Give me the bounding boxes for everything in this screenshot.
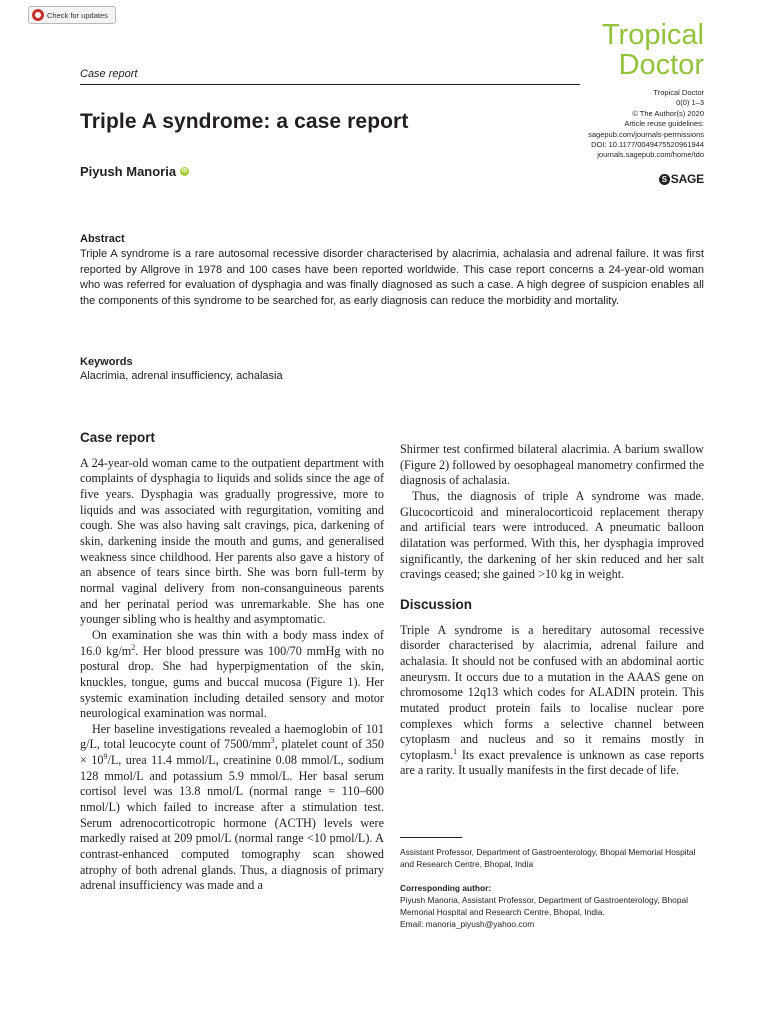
abstract-text: Triple A syndrome is a rare autosomal recessive disorder characterised by alacrimia, achalasia and adrenal failure. It was first reported by Allgrove in 1978 and 100 cases have been reported worldwide. This case report concerns a 24-year-old woman who was referred for evaluation of dysphagia and was finally diagnosed as such a case. A high degree of suspicion enables all the components of this syndrome to be searched for, as early diagnosis can reduce the morbidity and mortality. — [80, 248, 704, 307]
meta-pages: 0(0) 1–3 — [676, 98, 704, 108]
orcid-icon[interactable]: iD — [181, 168, 188, 174]
author-line — [80, 164, 189, 179]
sage-logo-icon: S — [659, 174, 670, 185]
meta-doi[interactable]: DOI: 10.1177/0049475520961944 — [591, 140, 704, 150]
check-for-updates-label: Check for updates — [47, 10, 108, 20]
masthead-divider — [80, 84, 580, 85]
check-for-updates-button[interactable] — [28, 6, 116, 24]
meta-journal-link[interactable]: journals.sagepub.com/home/tdo — [597, 150, 704, 160]
left-column — [80, 430, 384, 894]
case-paragraph-4: Shirmer test confirmed bilateral alacrimia. A barium swallow (Figure 2) followed by oesophageal manometry confirmed the diagnosis of achalasia. — [400, 442, 704, 488]
footnote — [400, 846, 710, 930]
discussion-heading: Discussion — [400, 596, 473, 612]
corresponding-author-email[interactable]: Email: manoria_piyush@yahoo.com — [400, 919, 535, 929]
update-icon — [32, 9, 44, 21]
meta-journal: Tropical Doctor — [653, 88, 704, 97]
abstract-heading: Abstract — [80, 233, 125, 245]
journal-name-line2: Doctor — [618, 49, 704, 81]
corresponding-author-text: Piyush Manoria, Assistant Professor, Department of Gastroenterology, Bhopal Memorial Hospital and Research Centre, Bhopal, India. — [400, 895, 688, 917]
keywords-heading: Keywords — [80, 356, 133, 368]
meta-reuse-label: Article reuse guidelines: — [624, 119, 704, 129]
case-paragraph-5: Thus, the diagnosis of triple A syndrome was made. Glucocorticoid and mineralocorticoid replacement therapy and artificial tears were introduced. A pneumatic balloon dilatation was performed. With this, her dysphagia improved significantly, the darkening of her skin reduced and her salt cravings ceased; she gained >10 kg in weight. — [400, 488, 704, 582]
footnote-divider — [400, 837, 462, 838]
case-report-heading: Case report — [80, 430, 156, 445]
right-column — [400, 442, 704, 779]
discussion-paragraph-1: Triple A syndrome is a hereditary autosomal recessive disorder characterised by alacrimia, adrenal failure and achalasia. It should not be confused with an abdominal aortic aneurysm. It occurs due to a mutation in the AAAS gene on chromosome 12q13 which codes for ALADIN protein. This mutated product protein fails to localise nuclear pore complexes which forms a selective channel between cytoplasm and nucleus and so it remains mostly in cytoplasm.$^1$ Its exact prevalence is unknown as case reports are a rarity. It usually manifests in the first decade of life. — [400, 622, 704, 778]
case-paragraph-1: A 24-year-old woman came to the outpatient department with complaints of dysphagia to liquids and solids since the age of five years. Dysphagia was gradually progressive, more to liquids and was associated with regurgitation, vomiting and cough. She was also having salt cravings, pica, darkening of skin, darkening inside the mouth and gums, and generalised weakness since childhood. Her parents also gave a history of an absence of tears since birth. She was born full-term by normal vaginal delivery from non-consanguineous parents and her perinatal period was unremarkable. She has one younger sibling who is healthy and asymptomatic. — [80, 455, 384, 627]
article-meta — [588, 88, 704, 161]
journal-name-line1: Tropical — [601, 19, 704, 51]
article-type: Case report — [80, 68, 138, 80]
author-name: Piyush Manoria — [80, 164, 177, 179]
case-paragraph-2: On examination she was thin with a body mass index of 16.0 $kg/m^2$. Her blood pressure was 100/70 mmHg with no postural drop. She had hyperpigmentation of the skin, knuckles, tongue, gums and buccal mucosa (Figure 1). Her systemic examination including detailed sensory and motor neurological examination was normal. — [80, 627, 384, 721]
keywords-text: Alacrimia, adrenal insufficiency, achalasia — [80, 370, 283, 382]
publisher-name: SAGE — [670, 172, 704, 186]
case-paragraph-3: Her baseline investigations revealed a haemoglobin of 101 g/L, total leucocyte count of $7500/mm^3$, platelet count of $350 \times 10^9/L$, urea 11.4 mmol/L, creatinine 0.08 mmol/L, sodium 128 mmol/L and potassium 5.9 mmol/L. Her basal serum cortisol level was 13.8 nmol/L (normal range = 110–600 nmol/L) which failed to increase after a stimulation test. Serum adrenocorticotropic hormone (ACTH) levels were markedly raised at 209 pmol/L (normal range <10 pmol/L). A contrast-enhanced computed tomography scan showed atrophy of both adrenal glands. Thus, a diagnosis of primary adrenal insufficiency was made and a — [80, 721, 384, 893]
article-title: Triple A syndrome: a case report — [80, 110, 409, 133]
meta-copyright: © The Author(s) 2020 — [632, 108, 704, 118]
journal-brand — [602, 20, 704, 80]
author-affiliation: Assistant Professor, Department of Gastroenterology, Bhopal Memorial Hospital and Research Centre, Bhopal, India — [400, 847, 696, 869]
meta-reuse-link[interactable]: sagepub.com/journals-permissions — [588, 129, 704, 139]
corresponding-author-heading: Corresponding author: — [400, 883, 492, 893]
publisher-logo — [659, 172, 704, 186]
